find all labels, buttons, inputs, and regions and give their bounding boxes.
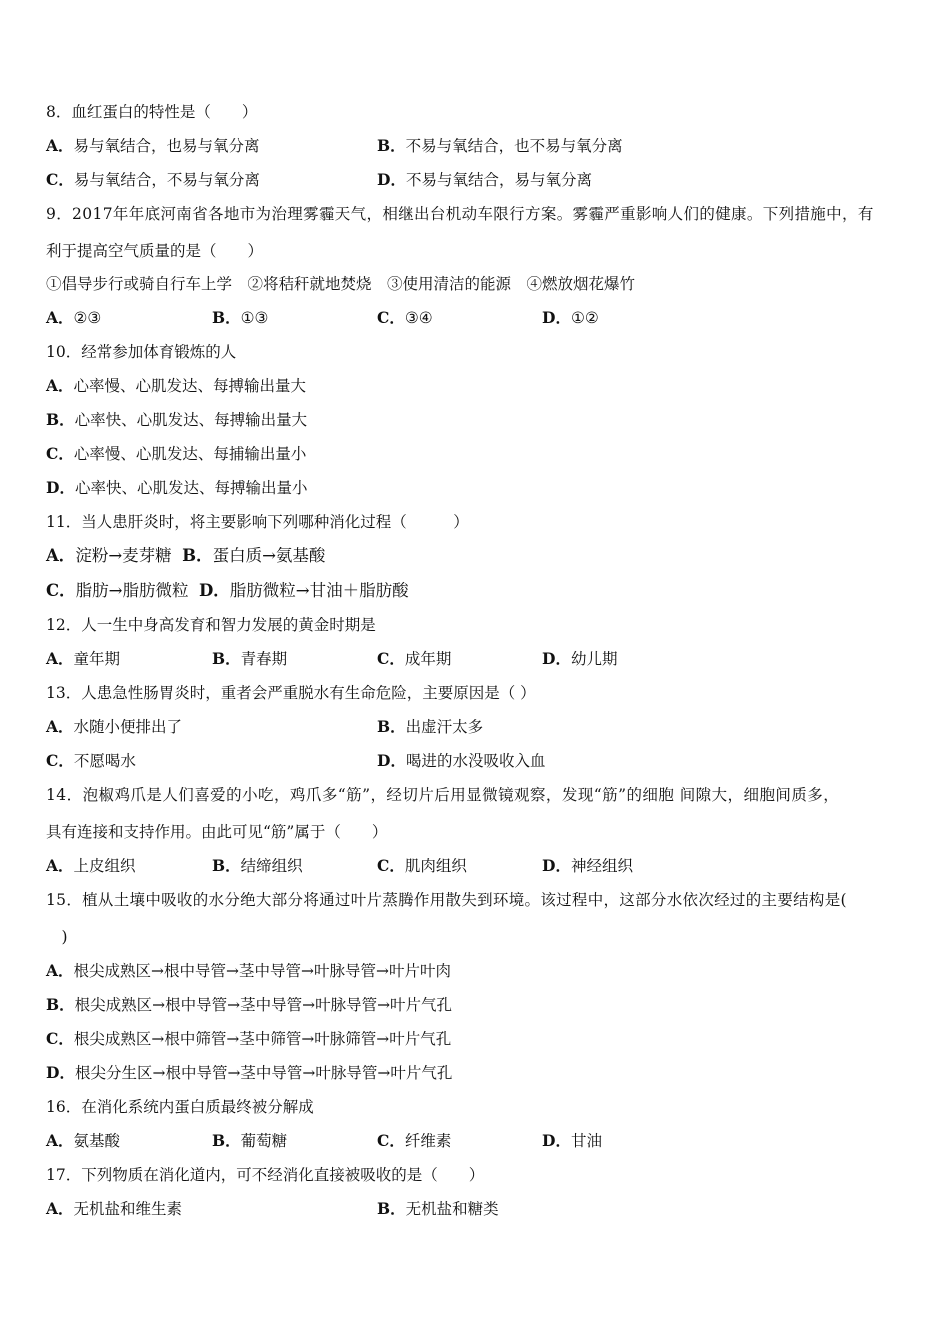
q15-option-d: D．根尖分生区→根中导管→茎中导管→叶脉导管→叶片气孔 <box>46 1063 453 1082</box>
question-14-stem-cont: 具有连接和支持作用。由此可见“筋”属于（ ） <box>46 823 388 841</box>
q13-option-d: D．喝进的水没吸收入血 <box>377 751 546 770</box>
q8-option-d: D．不易与氧结合，易与氧分离 <box>377 170 592 189</box>
q13-option-c: C．不愿喝水 <box>46 751 136 770</box>
q14-option-b: B．结缔组织 <box>212 856 303 875</box>
q16-option-a: A．氨基酸 <box>46 1131 121 1150</box>
q11-option-c-text: 脂肪→脂肪微粒 <box>75 581 189 600</box>
q9-option-a: A．②③ <box>46 308 102 327</box>
q15-option-c: C．根尖成熟区→根中筛管→茎中筛管→叶脉筛管→叶片气孔 <box>46 1029 452 1048</box>
q8-option-c: C．易与氧结合，不易与氧分离 <box>46 170 260 189</box>
q8-option-a: A．易与氧结合，也易与氧分离 <box>46 136 260 155</box>
question-13-stem: 13．人患急性肠胃炎时，重者会严重脱水有生命危险，主要原因是（ ） <box>46 684 536 702</box>
q15-option-a: A．根尖成熟区→根中导管→茎中导管→叶脉导管→叶片叶肉 <box>46 961 451 980</box>
q12-option-c: C．成年期 <box>377 649 452 668</box>
q11-option-b-text: 蛋白质→氨基酸 <box>212 546 326 565</box>
question-17-stem: 17．下列物质在消化道内，可不经消化直接被吸收的是（ ） <box>46 1166 485 1184</box>
q9-option-d: D．①② <box>542 308 599 327</box>
question-15-stem-cont: ) <box>46 928 68 946</box>
question-11-stem: 11．当人患肝炎时，将主要影响下列哪种消化过程（ ） <box>46 513 469 531</box>
q13-option-b: B．出虚汗太多 <box>377 717 484 736</box>
q14-option-a: A．上皮组织 <box>46 856 136 875</box>
q11-option-a-text: 淀粉→麦芽糖 <box>75 546 172 565</box>
question-12-stem: 12．人一生中身高发育和智力发展的黄金时期是 <box>46 616 376 634</box>
q12-option-a: A．童年期 <box>46 649 121 668</box>
q16-option-d: D．甘油 <box>542 1131 602 1150</box>
question-10-stem: 10．经常参加体育锻炼的人 <box>46 343 237 361</box>
question-16-stem: 16．在消化系统内蛋白质最终被分解成 <box>46 1098 314 1116</box>
q12-option-b: B．青春期 <box>212 649 288 668</box>
q17-option-a: A．无机盐和维生素 <box>46 1199 183 1218</box>
q14-option-d: D．神经组织 <box>542 856 633 875</box>
q10-option-d: D．心率快、心肌发达、每搏输出量小 <box>46 478 308 497</box>
q16-option-b: B．葡萄糖 <box>212 1131 288 1150</box>
question-14-stem: 14．泡椒鸡爪是人们喜爱的小吃，鸡爪多“筋”，经切片后用显微镜观察，发现“筋”的细胞 间隙大，细胞间质多， <box>46 786 840 804</box>
question-9-stem-cont: 利于提高空气质量的是（ ） <box>46 242 264 260</box>
q10-option-a: A．心率慢、心肌发达、每搏输出量大 <box>46 376 307 395</box>
q17-option-b: B．无机盐和糖类 <box>377 1199 499 1218</box>
q11-option-d-text: 脂肪微粒→甘油＋脂肪酸 <box>229 581 409 600</box>
q9-option-b: B．①③ <box>212 308 269 327</box>
q16-option-c: C．纤维素 <box>377 1131 452 1150</box>
q15-option-b: B．根尖成熟区→根中导管→茎中导管→叶脉导管→叶片气孔 <box>46 995 453 1014</box>
q8-option-b: B．不易与氧结合，也不易与氧分离 <box>377 136 623 155</box>
q13-option-a: A．水随小便排出了 <box>46 717 183 736</box>
question-9-stem: 9．2017年年底河南省各地市为治理雾霾天气，相继出台机动车限行方案。雾霾严重影响人们的健康。下列措施中，有 <box>46 205 874 223</box>
q12-option-d: D．幼儿期 <box>542 649 618 668</box>
q14-option-c: C．肌肉组织 <box>377 856 467 875</box>
q9-option-c: C．③④ <box>377 308 433 327</box>
question-8-stem: 8．血红蛋白的特性是（ ） <box>46 103 258 121</box>
question-11-options-row-1: A．淀粉→麦芽糖 B．蛋白质→氨基酸 <box>46 546 326 565</box>
q10-option-b: B．心率快、心肌发达、每搏输出量大 <box>46 410 308 429</box>
question-15-stem: 15．植从土壤中吸收的水分绝大部分将通过叶片蒸腾作用散失到环境。该过程中，这部分水依次经过的主要结构是( <box>46 891 847 909</box>
question-9-items: ①倡导步行或骑自行车上学 ②将秸秆就地焚烧 ③使用清洁的能源 ④燃放烟花爆竹 <box>46 275 636 293</box>
q10-option-c: C．心率慢、心肌发达、每捕输出量小 <box>46 444 307 463</box>
question-11-options-row-2: C．脂肪→脂肪微粒 D．脂肪微粒→甘油＋脂肪酸 <box>46 581 409 600</box>
